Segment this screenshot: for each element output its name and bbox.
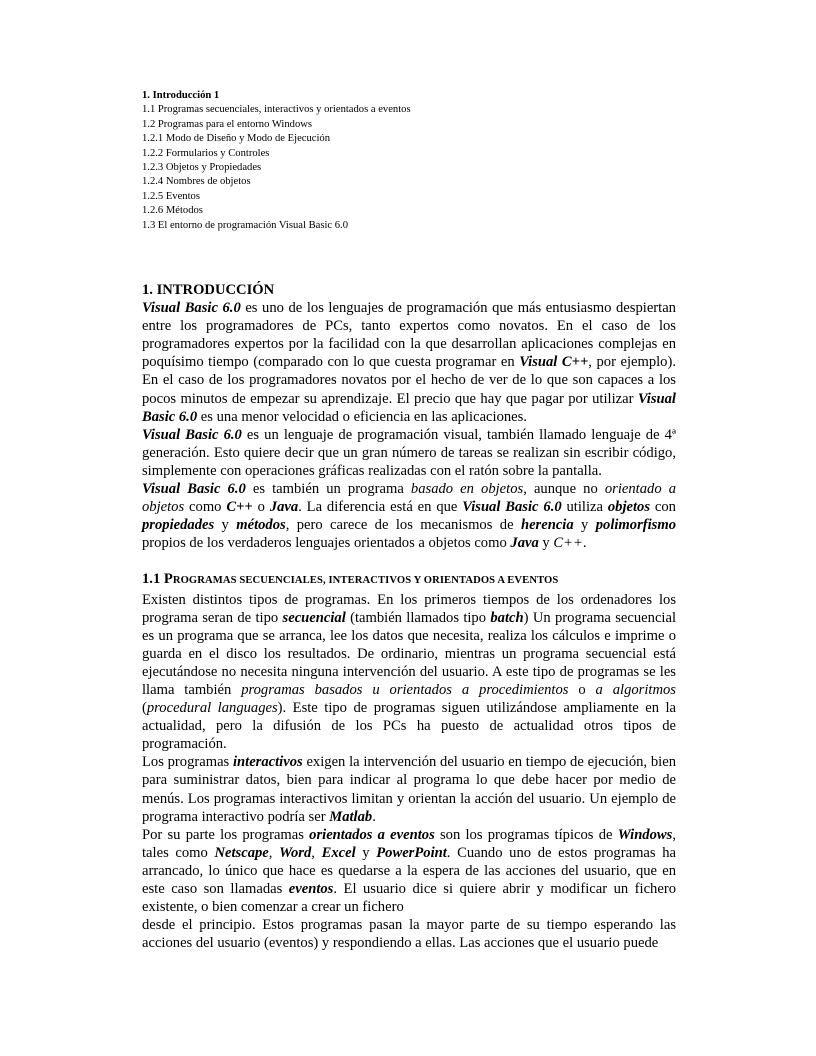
section-heading: 1. INTRODUCCIÓN [142,282,275,298]
document-body [142,281,676,952]
toc-entry[interactable]: 1.1 Programas secuenciales, interactivos y orientados a eventos [142,104,411,116]
paragraph: desde el principio. Estos programas pasan la mayor parte de su tiempo esperando las acciones del usuario (eventos) y respondiendo a ellas. Las acciones que el usuario puede [142,917,676,952]
toc-entry[interactable]: 1.2.4 Nombres de objetos [142,176,251,188]
paragraph: Visual Basic 6.0 es uno de los lenguajes de programación que más entusiasmo despiertan entre los programadores de PCs, tanto expertos como novatos. En el caso de los programadores expertos por la facilidad con la que desarrollan aplicaciones complejas en poquísimo tiempo (comparado con lo que cuesta programar en Visual C++, por ejemplo). En el caso de los programadores novatos por el hecho de ver de lo que son capaces a los pocos minutos de empezar su aprendizaje. El precio que hay que pagar por utilizar Visual Basic 6.0 es una menor velocidad o eficiencia en las aplicaciones. [142,300,676,425]
toc-entry[interactable]: 1.2 Programas para el entorno Windows [142,118,313,130]
toc-entry[interactable]: 1. Introducción 1 [142,90,220,101]
toc-entry[interactable]: 1.2.5 Eventos [142,190,200,202]
subsection-heading: 1.1 PROGRAMAS SECUENCIALES, INTERACTIVOS Y ORIENTADOS A EVENTOS [142,571,559,588]
toc-entry[interactable]: 1.3 El entorno de programación Visual Basic 6.0 [142,219,348,231]
toc-entry[interactable]: 1.2.2 Formularios y Controles [142,147,270,159]
paragraph: Visual Basic 6.0 es un lenguaje de programación visual, también llamado lenguaje de 4ª generación. Esto quiere decir que un gran número de tareas se realizan sin escribir código, simplemente con operaciones gráficas realizadas con el ratón sobre la pantalla. [142,426,676,479]
paragraph: Existen distintos tipos de programas. En los primeros tiempos de los ordenadores los programa seran de tipo secuencial (también llamados tipo batch) Un programa secuencial es un programa que se arranca, lee los datos que necesita, realiza los cálculos e imprime o guarda en el disco los resultados. De ordinario, mientras un programa secuencial está ejecutándose no necesita ninguna intervención del usuario. A este tipo de programas se les llama también programas basados u orientados a procedimientos o a algoritmos (procedural languages). Este tipo de programas siguen utilizándose ampliamente en la actualidad, pero la difusión de los PCs ha puesto de actualidad otros tipos de programación. [142,591,677,753]
table-of-contents [142,89,682,233]
toc-entry[interactable]: 1.2.6 Métodos [142,205,203,217]
paragraph: Por su parte los programas orientados a eventos son los programas típicos de Windows, tales como Netscape, Word, Excel y PowerPoint. Cuando uno de estos programas ha arrancado, lo único que hace es quedarse a la espera de las acciones del usuario, que en este caso son llamadas eventos. El usuario dice si quiere abrir y modificar un fichero existente, o bien comenzar a crear un fichero [142,826,677,916]
toc-entry[interactable]: 1.2.3 Objetos y Propiedades [142,162,262,174]
paragraph: Visual Basic 6.0 es también un programa basado en objetos, aunque no orientado a objetos como C++ o Java. La diferencia está en que Visual Basic 6.0 utiliza objetos con propiedades y métodos, pero carece de los mecanismos de herencia y polimorfismo propios de los verdaderos lenguajes orientados a objetos como Java y C++. [142,481,677,552]
paragraph: Los programas interactivos exigen la intervención del usuario en tiempo de ejecución, bien para suministrar datos, bien para indicar al programa lo que debe hacer por medio de menús. Los programas interactivos limitan y orientan la acción del usuario. Un ejemplo de programa interactivo podría ser Matlab. [142,754,676,825]
toc-entry[interactable]: 1.2.1 Modo de Diseño y Modo de Ejecución [142,133,331,145]
